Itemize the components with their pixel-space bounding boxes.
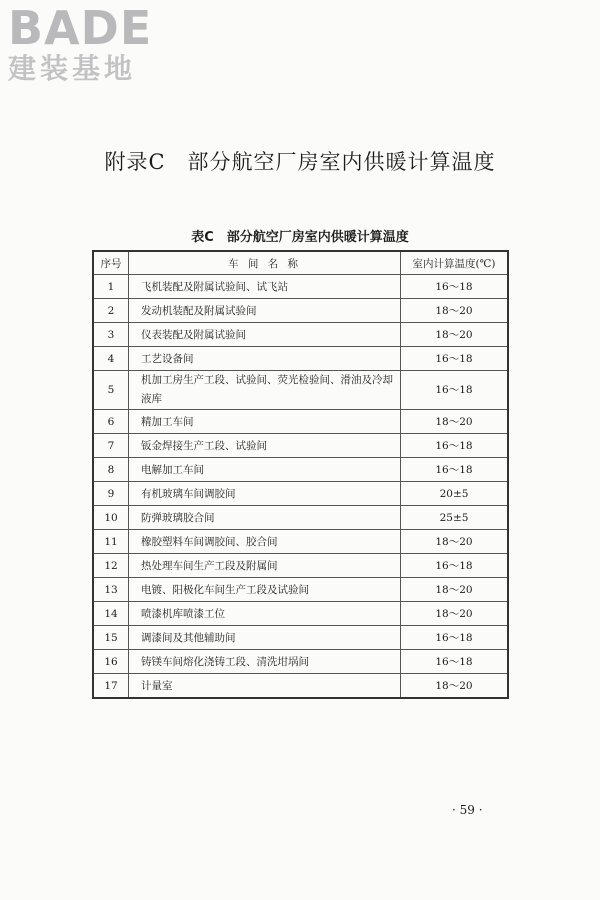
row-temp: 18～20 [401,674,509,699]
row-no: 9 [93,482,129,506]
appendix-title: 附录C 部分航空厂房室内供暖计算温度 [104,150,496,174]
row-temp: 16～18 [401,554,509,578]
row-no: 14 [93,602,129,626]
row-no: 1 [93,275,129,299]
table-row [93,578,508,602]
table-row [93,434,508,458]
row-temp: 16～18 [401,275,509,299]
table-row [93,299,508,323]
row-name: 精加工车间 [129,410,401,434]
row-name: 调漆间及其他辅助间 [129,626,401,650]
row-no: 12 [93,554,129,578]
row-temp: 18～20 [401,410,509,434]
row-no: 4 [93,347,129,371]
table-caption: 表C 部分航空厂房室内供暖计算温度 [191,230,409,245]
table-row [93,626,508,650]
row-name: 发动机装配及附属试验间 [129,299,401,323]
row-name: 铸镁车间熔化浇铸工段、清洗坩埚间 [129,650,401,674]
header-temp: 室内计算温度(℃) [401,251,509,275]
table-row [93,650,508,674]
row-no: 17 [93,674,129,699]
row-temp: 16～18 [401,458,509,482]
row-temp: 18～20 [401,323,509,347]
row-no: 5 [93,371,129,410]
row-no: 11 [93,530,129,554]
row-no: 16 [93,650,129,674]
table-row [93,482,508,506]
table-row [93,275,508,299]
row-no: 8 [93,458,129,482]
row-name: 仪表装配及附属试验间 [129,323,401,347]
table-row [93,602,508,626]
table-row [93,371,508,410]
row-name: 飞机装配及附属试验间、试飞站 [129,275,401,299]
row-name: 有机玻璃车间调胶间 [129,482,401,506]
row-name: 机加工房生产工段、试验间、荧光检验间、滑油及冷却液库 [129,371,401,410]
row-temp: 16～18 [401,347,509,371]
table-row [93,674,508,699]
row-temp: 16～18 [401,434,509,458]
table-row [93,530,508,554]
row-temp: 18～20 [401,602,509,626]
row-no: 13 [93,578,129,602]
row-name: 热处理车间生产工段及附属间 [129,554,401,578]
row-temp: 16～18 [401,626,509,650]
table-row [93,506,508,530]
row-temp: 25±5 [401,506,509,530]
row-temp: 18～20 [401,299,509,323]
table-row [93,323,508,347]
logo-main-text: BADE [8,1,153,55]
row-temp: 18～20 [401,530,509,554]
header-no: 序号 [93,251,129,275]
row-no: 2 [93,299,129,323]
table-row [93,554,508,578]
row-no: 15 [93,626,129,650]
logo-sub-text: 建装基地 [8,52,137,85]
header-name: 车 间 名 称 [129,251,401,275]
row-name: 电解加工车间 [129,458,401,482]
row-name: 电镀、阳极化车间生产工段及试验间 [129,578,401,602]
row-temp: 16～18 [401,371,509,410]
row-no: 10 [93,506,129,530]
row-name: 钣金焊接生产工段、试验间 [129,434,401,458]
watermark-logo [8,2,188,86]
row-no: 6 [93,410,129,434]
row-temp: 18～20 [401,578,509,602]
temperature-table [92,250,509,699]
row-temp: 20±5 [401,482,509,506]
table-row [93,458,508,482]
row-name: 喷漆机库喷漆工位 [129,602,401,626]
row-name: 橡胶塑料车间调胶间、胶合间 [129,530,401,554]
page-number: · 59 · [452,803,483,817]
row-name: 工艺设备间 [129,347,401,371]
table-row [93,347,508,371]
row-no: 7 [93,434,129,458]
row-temp: 16～18 [401,650,509,674]
table-header-row [93,251,508,275]
row-no: 3 [93,323,129,347]
row-name: 防弹玻璃胶合间 [129,506,401,530]
row-name: 计量室 [129,674,401,699]
table-row [93,410,508,434]
